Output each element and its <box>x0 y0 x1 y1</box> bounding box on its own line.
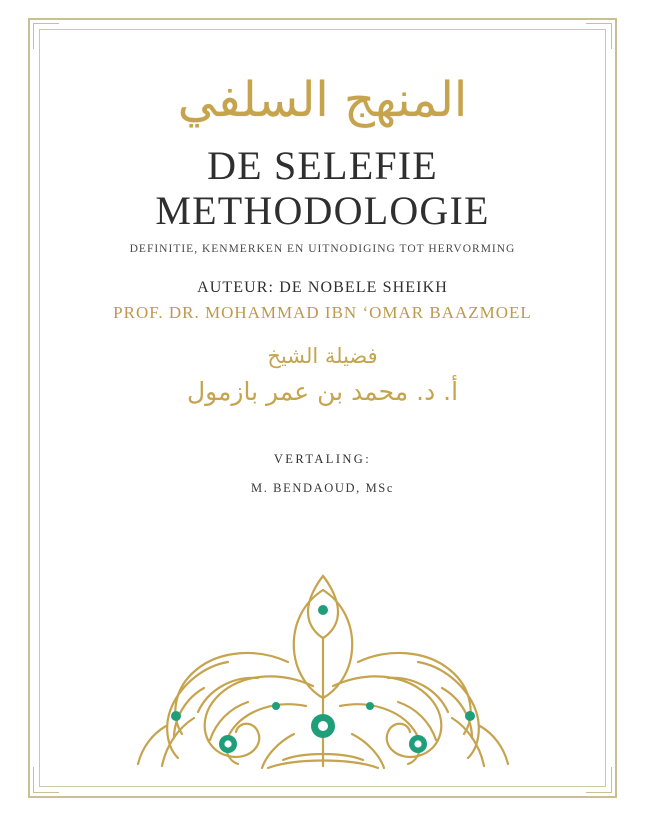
arabic-honorific: فضيلة الشيخ <box>267 343 378 368</box>
frame-corner-bottom-right <box>586 767 612 793</box>
subtitle: DEFINITIE, KENMERKEN EN UITNODIGING TOT HERVORMING <box>129 242 516 255</box>
frame-corner-top-left <box>33 23 59 49</box>
frame-corner-bottom-left <box>33 767 59 793</box>
arabic-title: المنهج السلفي <box>177 72 468 128</box>
page-title <box>60 144 585 234</box>
cover-content <box>60 70 585 496</box>
translation-label: VERTALING: <box>273 452 372 467</box>
title-line-2: METHODOLOGIE <box>155 187 490 233</box>
arabesque-ornament-icon <box>108 566 538 776</box>
title-line-1: DE SELEFIE <box>207 143 438 188</box>
translator-name: M. BENDAOUD, MSc <box>251 481 394 496</box>
arabic-author-name: أ. د. محمد بن عمر بازمول <box>186 376 459 406</box>
author-name: PROF. DR. MOHAMMAD IBN ‘OMAR BAAZMOEL <box>113 302 532 322</box>
author-label: AUTEUR: DE NOBELE SHEIKH <box>197 278 448 296</box>
frame-corner-top-right <box>586 23 612 49</box>
